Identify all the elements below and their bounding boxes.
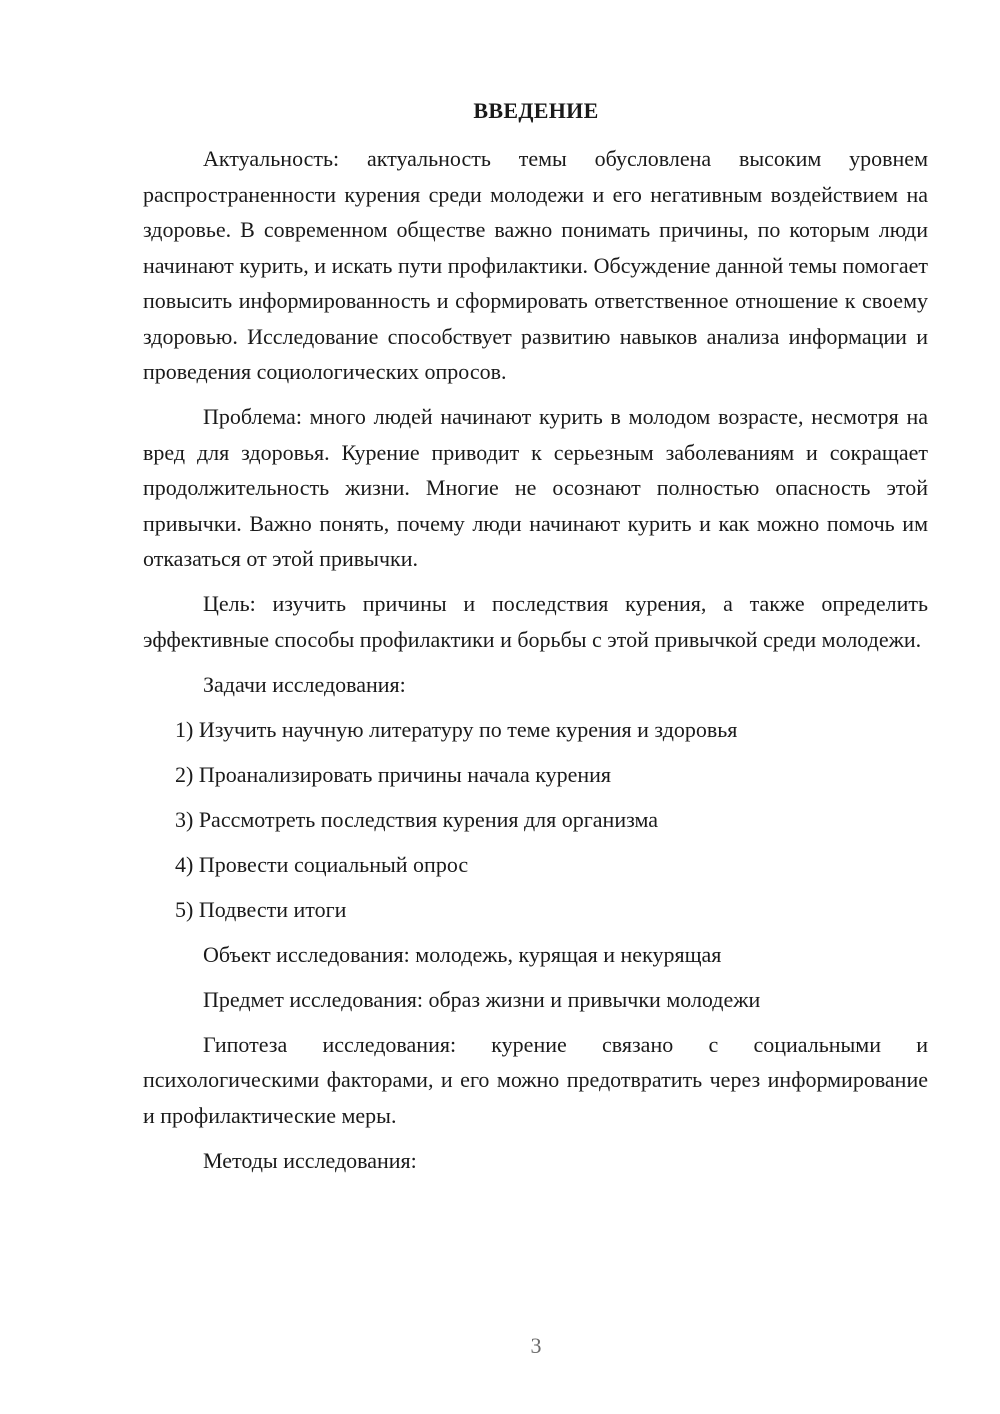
methods-heading: Методы исследования: bbox=[203, 1147, 417, 1173]
list-item: 4) Провести социальный опрос bbox=[175, 851, 469, 877]
list-item: 2) Проанализировать причины начала курения bbox=[175, 761, 612, 787]
document-body bbox=[143, 141, 928, 1188]
list-item: 3) Рассмотреть последствия курения для организма bbox=[175, 806, 659, 832]
paragraph-hypothesis: Гипотеза исследования: курение связано с социальными и психологическими факторами, и его можно предотвратить через информирование и профилактические меры. bbox=[143, 1031, 928, 1128]
paragraph-object: Объект исследования: молодежь, курящая и некурящая bbox=[203, 941, 722, 967]
list-item: 5) Подвести итоги bbox=[175, 896, 347, 922]
list-item: 1) Изучить научную литературу по теме курения и здоровья bbox=[175, 716, 738, 742]
tasks-list bbox=[143, 712, 928, 928]
paragraph-subject: Предмет исследования: образ жизни и привычки молодежи bbox=[203, 986, 761, 1012]
page-title: ВВЕДЕНИЕ bbox=[473, 98, 599, 123]
tasks-heading: Задачи исследования: bbox=[203, 671, 406, 697]
paragraph-problem: Проблема: много людей начинают курить в молодом возрасте, несмотря на вред для здоровья. Курение приводит к серьезным заболеваниям и сокращает продолжительность жизни. Многие не осознают полностью опасность этой привычки. Важно понять, почему люди начинают курить и как можно помочь им отказаться от этой привычки. bbox=[143, 404, 928, 571]
page-number: 3 bbox=[530, 1333, 542, 1358]
paragraph-relevance: Актуальность: актуальность темы обусловлена высоким уровнем распространенности курения среди молодежи и его негативным воздействием на здоровье. В современном обществе важно понимать причины, по которым люди начинают курить, и искать пути профилактики. Обсуждение данной темы помогает повысить информированность и сформировать ответственное отношение к своему здоровью. Исследование способствует развитию навыков анализа информации и проведения социологических опросов. bbox=[143, 146, 928, 384]
paragraph-goal: Цель: изучить причины и последствия курения, а также определить эффективные способы профилактики и борьбы с этой привычкой среди молодежи. bbox=[143, 591, 928, 652]
